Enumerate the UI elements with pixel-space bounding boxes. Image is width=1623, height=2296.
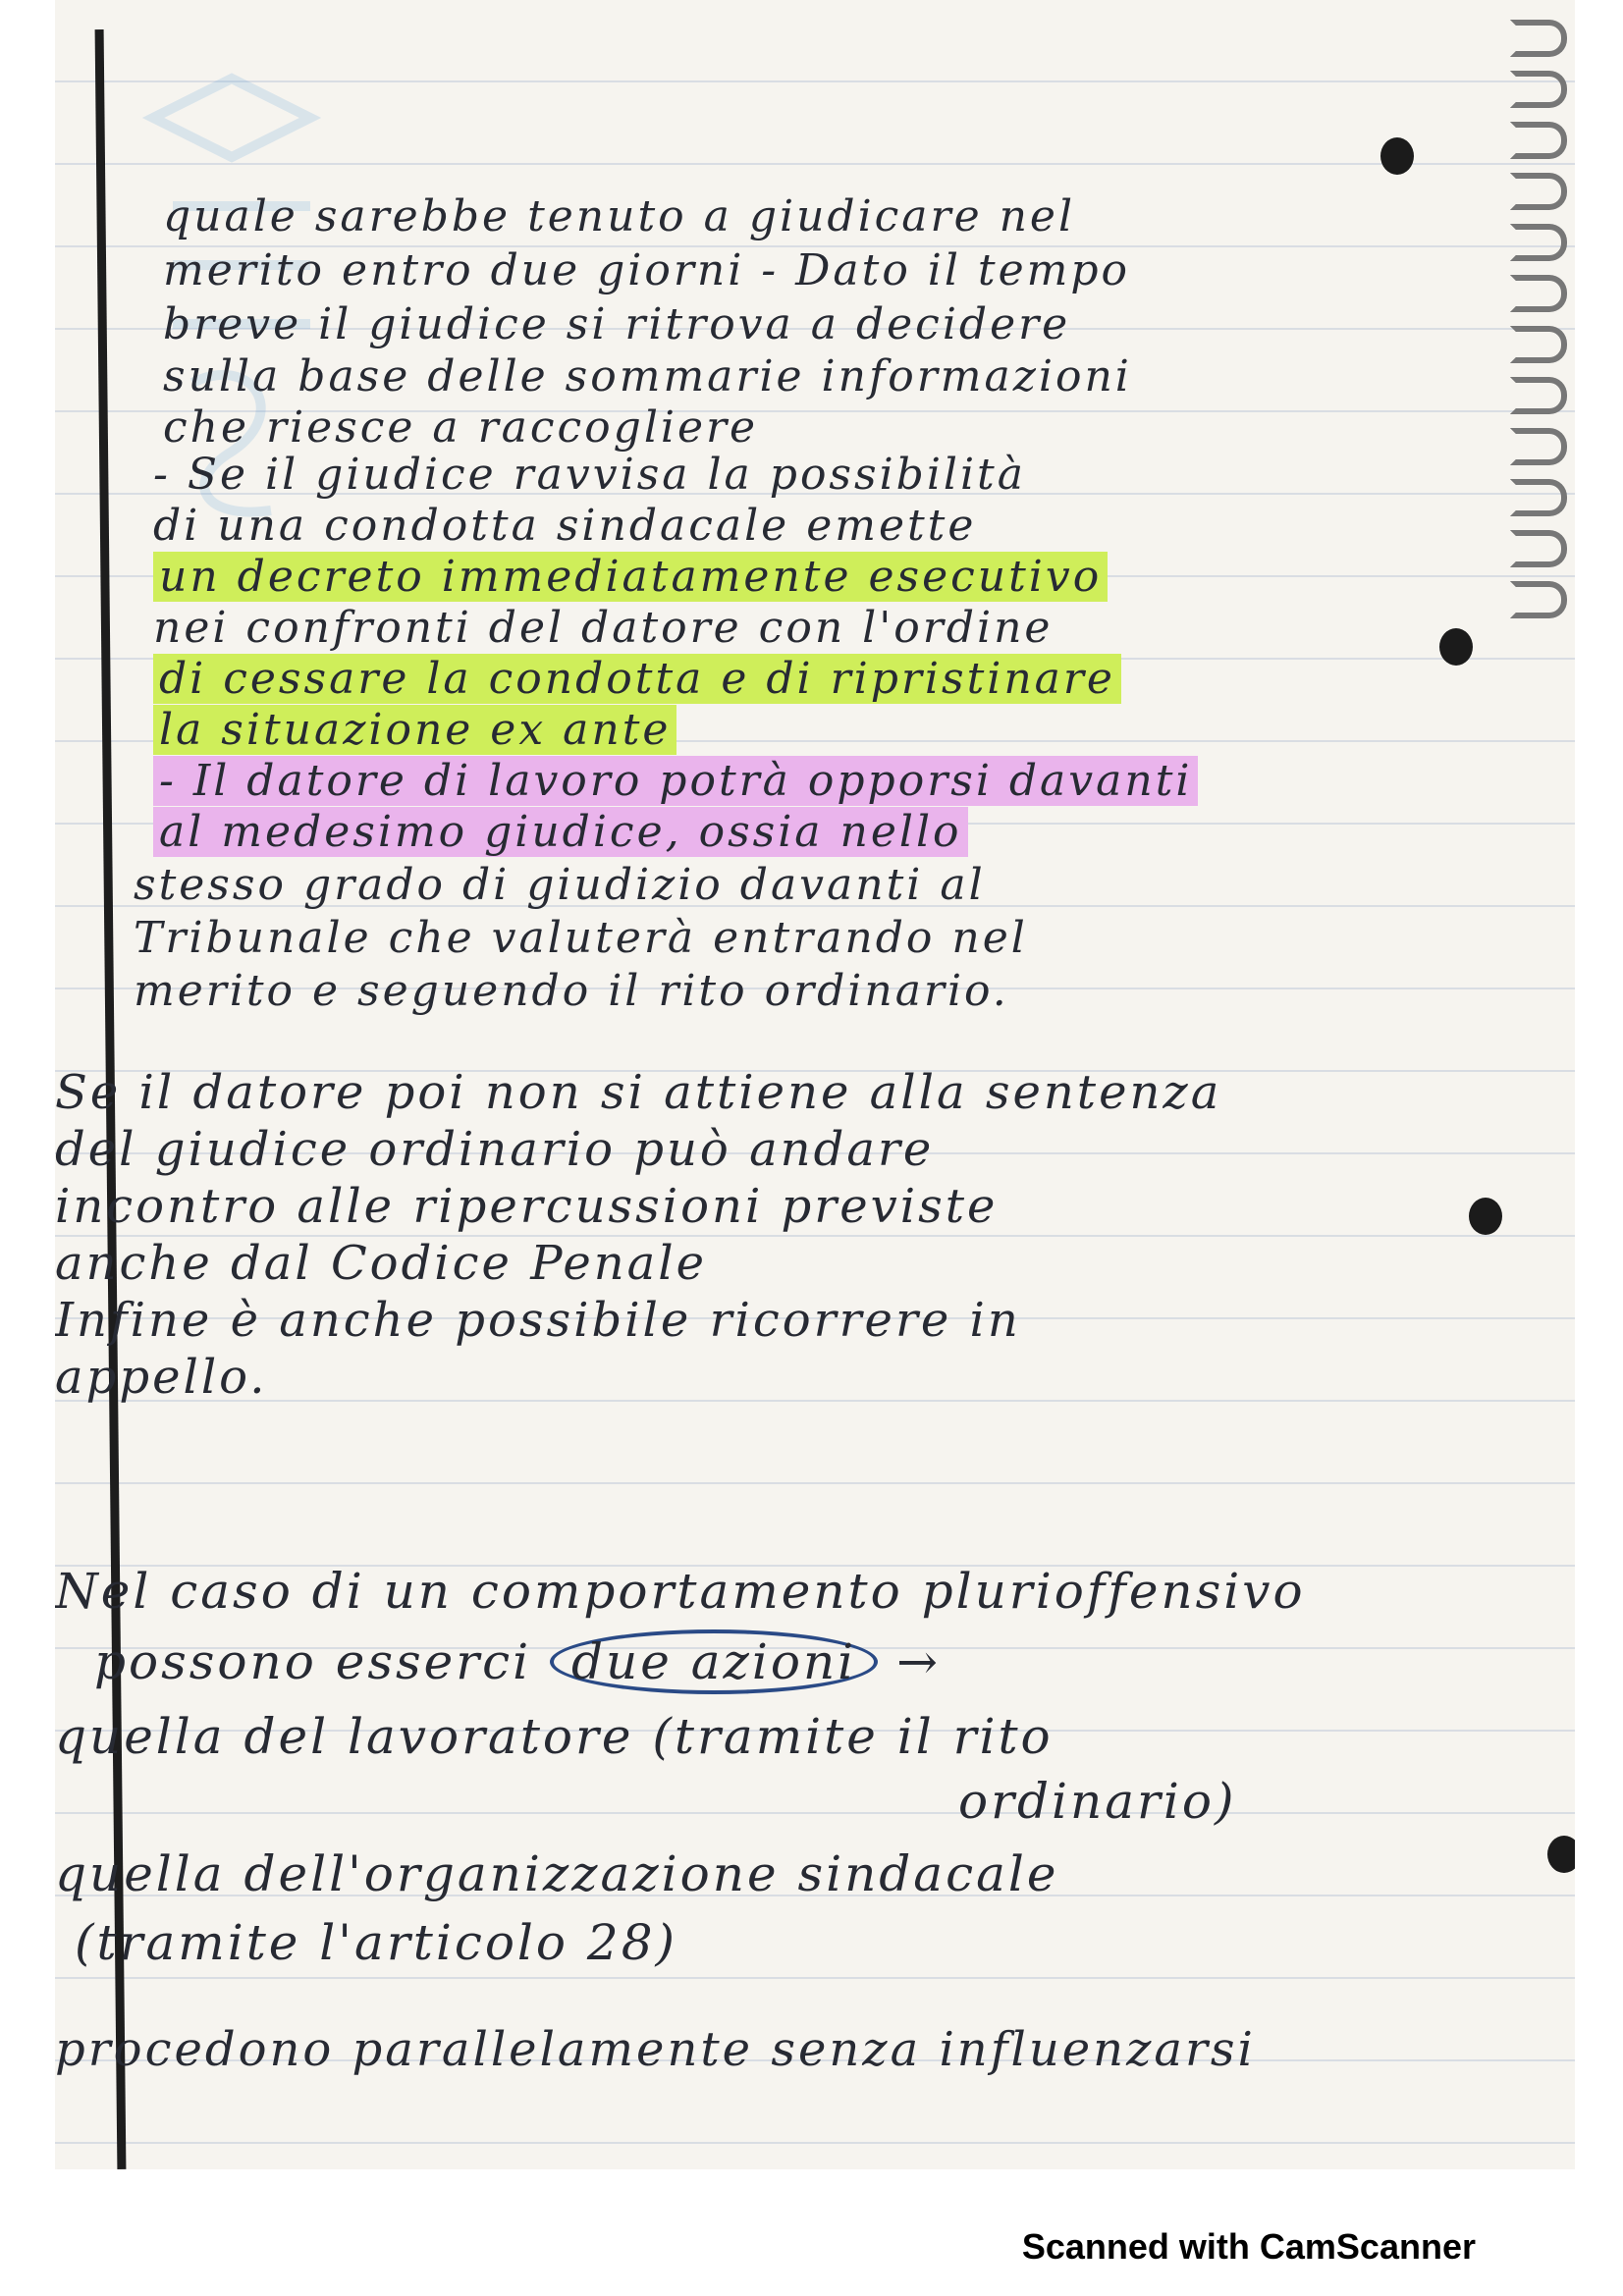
spiral-ring [1510,71,1567,108]
note-line: Nel caso di un comportamento plurioffensivo [55,1563,1306,1620]
note-line-highlighted [153,807,968,857]
scanner-footer: Scanned with CamScanner [1021,2226,1476,2267]
note-line: di una condotta sindacale emette [153,501,977,551]
spiral-binding [1496,20,1575,903]
note-line: (tramite l'articolo 28) [75,1914,678,1971]
spiral-ring [1510,275,1567,312]
spiral-ring [1510,224,1567,261]
spiral-ring [1510,479,1567,516]
note-line: Se il datore poi non si attiene alla sentenza [55,1065,1222,1120]
note-line: anche dal Codice Penale [55,1236,708,1291]
note-line: quale sarebbe tenuto a giudicare nel [163,191,1076,241]
note-line: appello. [55,1350,268,1405]
spiral-ring [1510,122,1567,159]
note-line: sulla base delle sommarie informazioni [163,351,1132,401]
note-line: che riesce a raccogliere [163,402,759,453]
arrow-icon: → [896,1633,941,1690]
spiral-ring [1510,377,1567,414]
highlight-green: di cessare la condotta e di ripristinare [153,654,1121,704]
spiral-ring [1510,173,1567,210]
note-line: incontro alle ripercussioni previste [55,1179,999,1234]
punch-hole [1439,628,1473,666]
note-line: merito entro due giorni - Dato il tempo [163,245,1131,295]
punch-hole [1380,137,1414,175]
note-line: - Se il giudice ravvisa la possibilità [153,450,1026,500]
circled-text: due azioni [550,1629,878,1694]
note-line: del giudice ordinario può andare [55,1122,935,1177]
note-line: Tribunale che valuterà entrando nel [134,913,1028,963]
note-line: ordinario) [958,1773,1237,1830]
note-line: quella del lavoratore (tramite il rito [55,1708,1054,1765]
spiral-ring [1510,530,1567,567]
highlight-pink: - Il datore di lavoro potrà opporsi davanti [153,756,1198,806]
highlight-green: la situazione ex ante [153,705,676,755]
spiral-ring [1510,20,1567,57]
punch-hole [1469,1198,1502,1235]
notebook-page [55,0,1575,2169]
note-line: merito e seguendo il rito ordinario. [134,966,1009,1016]
note-text: possono esserci [94,1633,532,1690]
note-line: Infine è anche possibile ricorrere in [55,1293,1021,1348]
highlight-pink: al medesimo giudice, ossia nello [153,807,968,857]
note-line: breve il giudice si ritrova a decidere [163,299,1071,349]
note-line [94,1629,941,1694]
note-line: stesso grado di giudizio davanti al [134,860,986,910]
note-line-highlighted [153,654,1121,704]
spiral-ring [1510,428,1567,465]
spiral-ring [1510,326,1567,363]
note-line-highlighted [153,756,1198,806]
highlight-green: un decreto immediatamente esecutivo [153,552,1108,602]
note-line: procedono parallelamente senza influenzarsi [55,2022,1256,2077]
spiral-ring [1510,581,1567,618]
punch-hole [1547,1836,1575,1873]
note-line: nei confronti del datore con l'ordine [153,603,1054,653]
note-line: quella dell'organizzazione sindacale [55,1845,1059,1902]
note-line-highlighted [153,552,1108,602]
note-line-highlighted [153,705,676,755]
